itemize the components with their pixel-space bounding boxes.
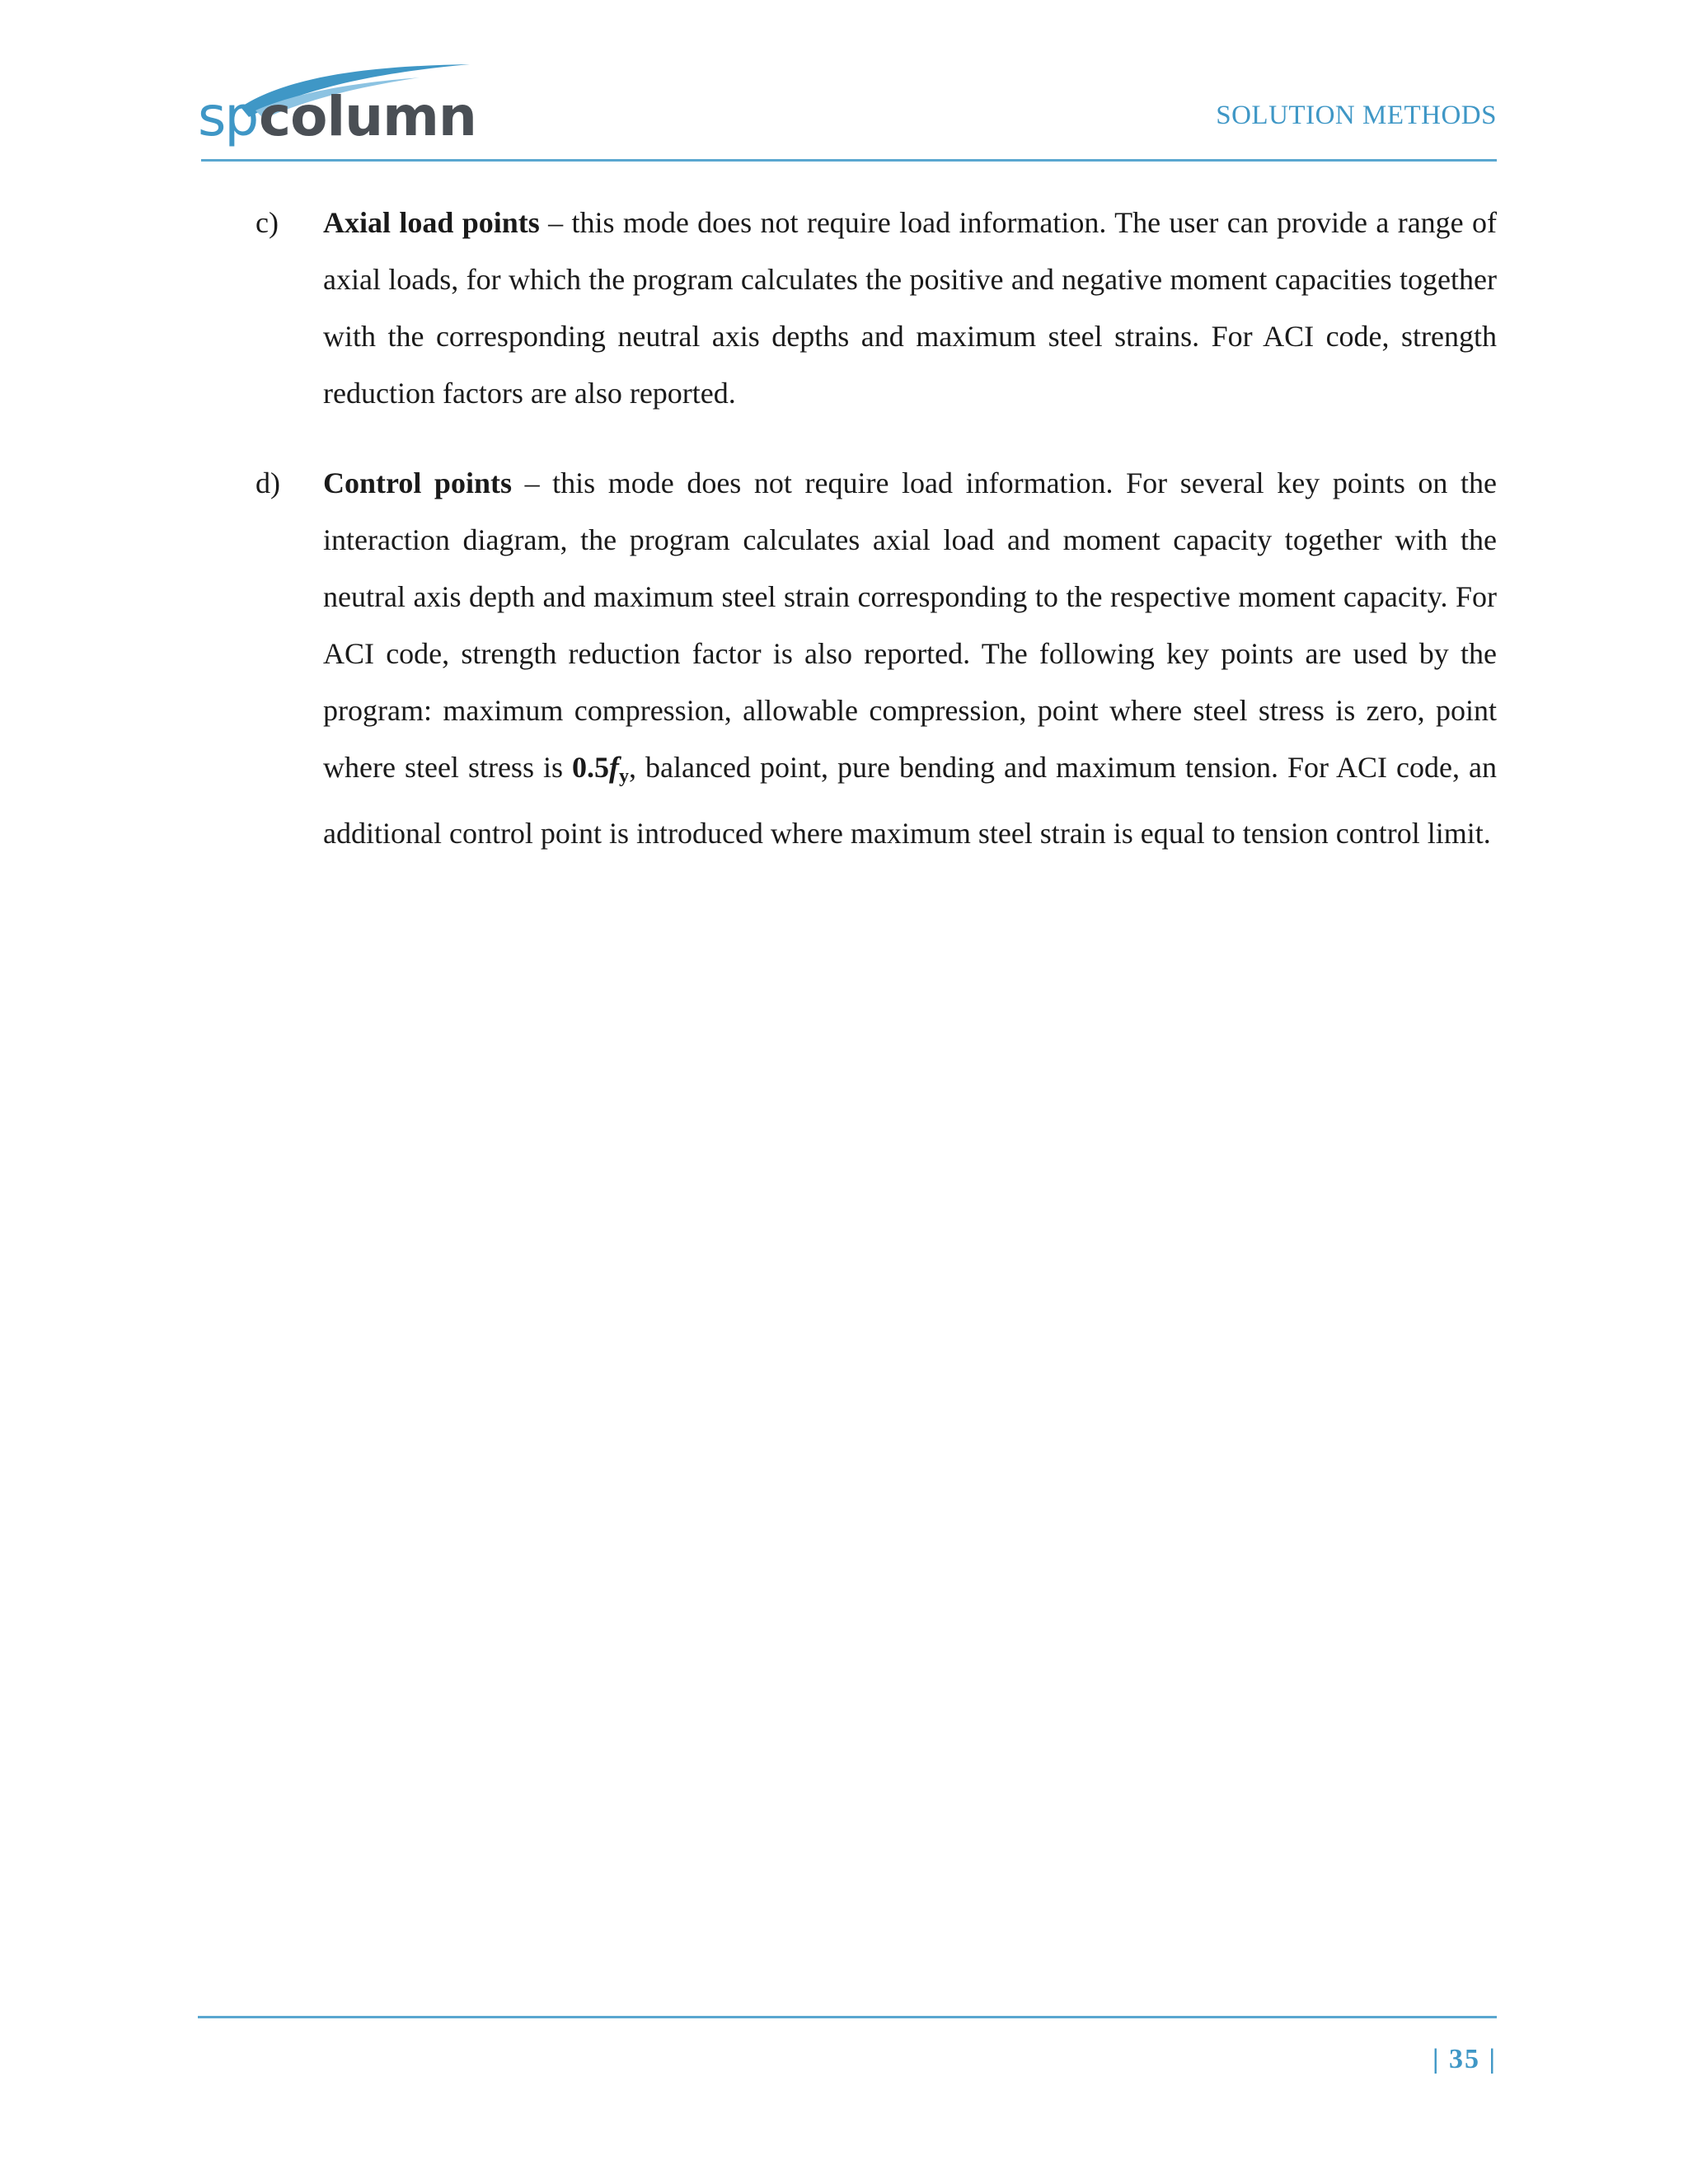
header-section-title: SOLUTION METHODS xyxy=(1216,101,1497,130)
list-item-text xyxy=(323,455,1497,862)
spcolumn-logo xyxy=(198,59,495,150)
svg-text:sp: sp xyxy=(198,85,258,148)
math-variable: f xyxy=(609,751,619,784)
math-fy-expression xyxy=(572,751,629,787)
item-description-part-1: – this mode does not require load information. For several key points on the interaction diagram, the program calculates axial load and moment capacity together with the neutral axis depth and maximum steel strain corresponding to the respective moment capacity. For ACI code, strength reduction factor is also reported. The following key points are used by the program: maximum compression, allowable compression, point where steel stress is zero, point where steel stress is xyxy=(323,466,1498,784)
item-description: – this mode does not require load information. The user can provide a range of axial loads, for which the program calculates the positive and negative moment capacities together with the corresponding neutral axis depths and maximum steel strains. For ACI code, strength reduction factors are also reported. xyxy=(323,206,1497,410)
term-axial-load-points: Axial load points xyxy=(323,206,540,239)
document-body xyxy=(256,194,1497,895)
list-item-axial-load-points xyxy=(256,194,1497,422)
list-marker: c) xyxy=(256,206,279,239)
list-item-control-points xyxy=(256,455,1497,862)
list-item-text xyxy=(323,194,1497,422)
term-control-points: Control points xyxy=(323,466,512,499)
item-description-part-2: , balanced point, pure bending and maximum tension. For ACI code, an additional control point is introduced where maximum steel strain is equal to tension control limit. xyxy=(323,751,1497,850)
math-subscript: y xyxy=(619,766,629,787)
header-divider xyxy=(201,159,1497,162)
footer-divider xyxy=(198,2016,1497,2018)
list-marker: d) xyxy=(256,466,280,499)
page-number: | 35 | xyxy=(1432,2044,1497,2074)
math-coefficient: 0.5 xyxy=(572,751,609,784)
svg-text:column: column xyxy=(259,85,476,148)
